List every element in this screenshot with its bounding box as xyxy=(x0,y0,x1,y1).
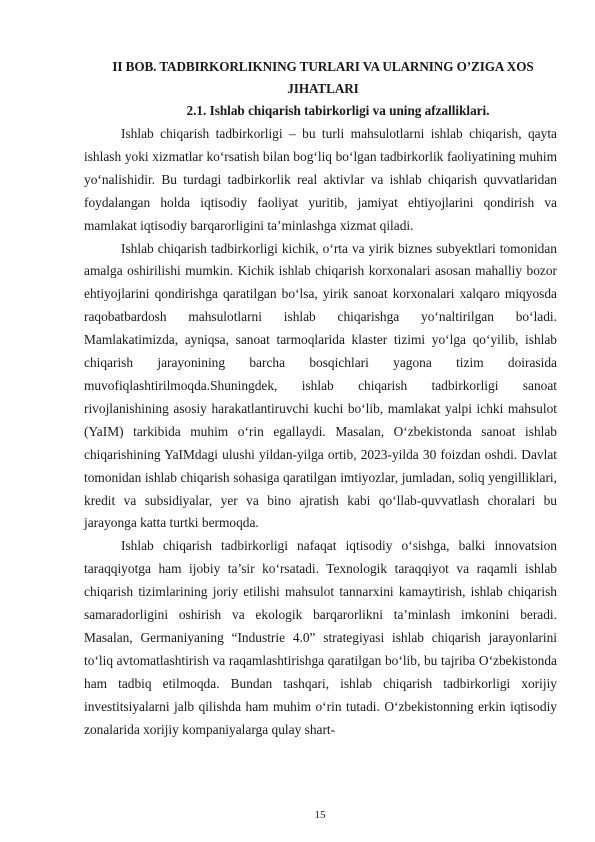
paragraph-1: Ishlab chiqarish tadbirkorligi – bu turli mahsulotlarni ishlab chiqarish, qayta ishlash yoki xizmatlar ko‘rsatish bilan bog‘liq bo‘lgan tadbirkorlik faoliyatining muhim yo‘nalishidir. Bu turdagi tadbirkorlik real aktivlar va ishlab chiqarish quvvatlaridan foydalangan holda iqtisodiy faoliyat yuritib, jamiyat ehtiyojlarini qondirish va mamlakat iqtisodiy barqarorligini ta’minlashga xizmat qiladi. xyxy=(84,126,557,233)
paragraph-2: Ishlab chiqarish tadbirkorligi kichik, o‘rta va yirik biznes subyektlari tomonidan amalga oshirilishi mumkin. Kichik ishlab chiqarish korxonalari asosan mahalliy bozor ehtiyojlarini qondirishga qaratilgan bo‘lsa, yirik sanoat korxonalari xalqaro miqyosda raqobatbardosh mahsulotlarni ishlab chiqarishga yo‘naltirilgan bo‘ladi. Mamlakatimizda, ayniqsa, sanoat tarmoqlarida klaster tizimi yo‘lga qo‘yilib, ishlab chiqarish jarayonining barcha bosqichlari yagona tizim doirasida muvofiqlashtirilmoqda.Shuningdek, ishlab chiqarish tadbirkorligi sanoat rivojlanishining asosiy harakatlantiruvchi kuchi bo‘lib, mamlakat yalpi ichki mahsulot (YaIM) tarkibida muhim o‘rin egallaydi. Masalan, O‘zbekistonda sanoat ishlab chiqarishining YaIMdagi ulushi yildan-yilga ortib, 2023-yilda 30 foizdan oshdi. Davlat tomonidan ishlab chiqarish sohasiga qaratilgan imtiyozlar, jumladan, soliq yengilliklari, kredit va subsidiyalar, yer va bino ajratish kabi qo‘llab-quvvatlash choralari bu jarayonga katta turtki bermoqda. xyxy=(84,240,557,531)
page-number: 15 xyxy=(314,809,326,821)
section-title: 2.1. Ishlab chiqarish tabirkorligi va uning afzalliklari. xyxy=(186,103,490,118)
paragraph-3: Ishlab chiqarish tadbirkorligi nafaqat iqtisodiy o‘sishga, balki innovatsion taraqqiyotga ham ijobiy ta’sir ko‘rsatadi. Texnologik taraqqiyot va raqamli ishlab chiqarish tizimlarining joriy etilishi mahsulot tannarxini kamaytirish, ishlab chiqarish samaradorligini oshirish va ekologik barqarorlikni ta’minlash imkonini beradi. Masalan, Germaniyaning “Industrie 4.0” strategiyasi ishlab chiqarish jarayonlarini to‘liq avtomatlashtirish va raqamlashtirishga qaratilgan bo‘lib, bu tajriba O‘zbekistonda ham tadbiq etilmoqda. Bundan tashqari, ishlab chiqarish tadbirkorligi xorijiy investitsiyalarni jalb qilishda ham muhim o‘rin tutadi. O‘zbekistonning erkin iqtisodiy zonalarida xorijiy kompaniyalarga qulay shart- xyxy=(84,538,557,737)
body-text xyxy=(84,123,557,741)
chapter-title: II BOB. TADBIRKORLIKNING TURLARI VA ULARNING O’ZIGA XOS JIHATLARI xyxy=(112,59,534,96)
